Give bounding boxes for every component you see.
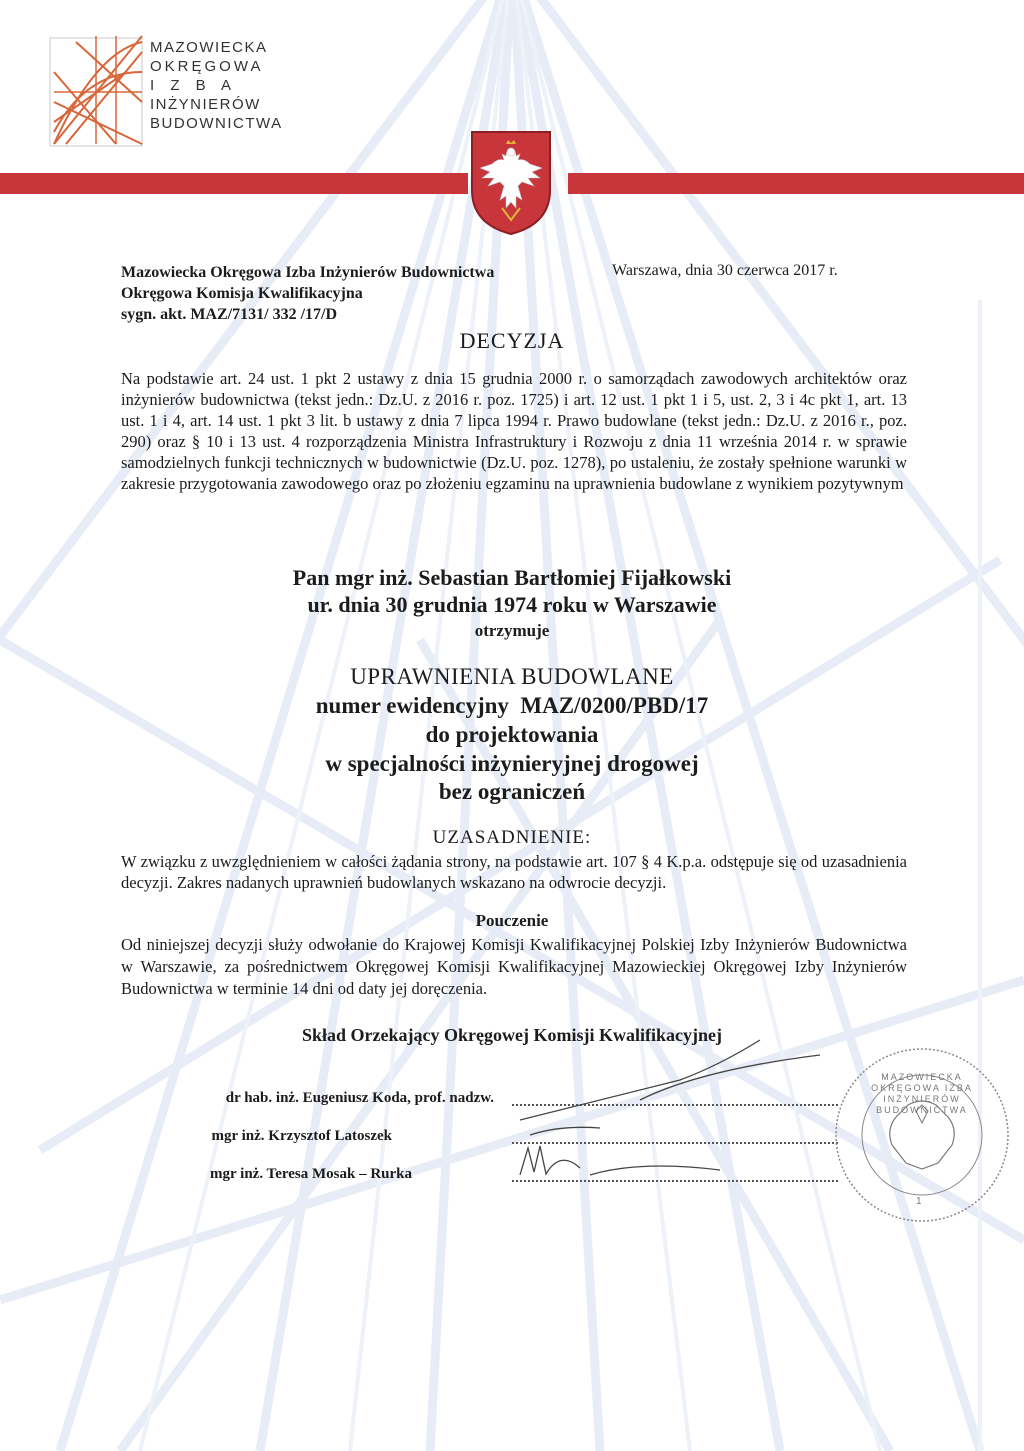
logo-line-1: MAZOWIECKA [150, 39, 268, 56]
license-scope-3: bez ograniczeń [438, 779, 586, 804]
signature-line-2 [512, 1141, 838, 1144]
logo-line-5: BUDOWNICTWA [150, 115, 283, 132]
signature-line-1 [512, 1103, 838, 1106]
logo-line-2: OKRĘGOWA [150, 58, 264, 75]
issuer-org-name: Mazowiecka Okręgowa Izba Inżynierów Budownictwa [121, 264, 495, 281]
instruction-text: Od niniejszej decyzji służy odwołanie do Krajowej Komisji Kwalifikacyjnej Polskiej Izby Inżynierów Budownictwa w Warszawie, za pośrednictwem Okręgowej Komisji Kwalifikacyjnej Mazowieckiej Okręgowej Izby Inżynierów Budownictwa w terminie 14 dni od daty jej doręczenia. [121, 935, 907, 998]
signatory-2: mgr inż. Krzysztof Latoszek [211, 1128, 392, 1144]
chamber-logo-text [150, 38, 283, 133]
license-scope-1: do projektowania [425, 722, 599, 747]
issuer-committee: Okręgowa Komisja Kwalifikacyjna [121, 285, 363, 302]
seal-number: 1 [916, 1196, 922, 1207]
recipient-name: Pan mgr inż. Sebastian Bartłomiej Fijałkowski [292, 565, 732, 590]
red-band-right [568, 173, 1024, 194]
justification-heading: UZASADNIENIE: [432, 827, 592, 848]
case-reference: sygn. akt. MAZ/7131/ 332 /17/D [121, 306, 338, 323]
date-place: Warszawa, dnia 30 czerwca 2017 r. [612, 262, 838, 279]
signatory-1: dr hab. inż. Eugeniusz Koda, prof. nadzw. [225, 1090, 494, 1106]
signature-line-3 [512, 1179, 838, 1182]
red-band-left [0, 173, 468, 194]
license-title: UPRAWNIENIA BUDOWLANE [350, 664, 674, 689]
justification-text: W związku z uwzględnieniem w całości żądania strony, na podstawie art. 107 § 4 K.p.a. odstępuje się od uzasadnienia decyzji. Zakres nadanych uprawnień budowlanych wskazano na odwrocie decyzji. [121, 852, 907, 892]
chamber-logo-graphic [46, 32, 156, 152]
logo-line-4: INŻYNIERÓW [150, 96, 261, 113]
issuer-block [121, 262, 494, 325]
signatory-3: mgr inż. Teresa Mosak – Rurka [210, 1166, 412, 1182]
recipient-birth: ur. dnia 30 grudnia 1974 roku w Warszawie [307, 592, 717, 617]
legal-basis-paragraph: Na podstawie art. 24 ust. 1 pkt 2 ustawy z dnia 15 grudnia 2000 r. o samorządach zawodowych architektów oraz inżynierów budownictwa (tekst jedn.: Dz.U. z 2016 r. poz. 1725) i art. 12 ust. 1 pkt 1 i 5, ust. 2, 3 i 4c pkt 1, art. 13 ust. 1 i 4, art. 14 ust. 1 pkt 3 lit. b ustawy z dnia 7 lipca 1994 r. Prawo budowlane (tekst jedn.: Dz.U. z 2016 r., poz. 290) oraz § 10 i 13 ust. 4 rozporządzenia Ministra Infrastruktury i Rozwoju z dnia 11 września 2014 r. w sprawie samodzielnych funkcji technicznych w budownictwie (Dz.U. poz. 1278), po ustaleniu, że zostały spełnione warunki w zakresie przygotowania zawodowego oraz po złożeniu egzaminu na uprawnienia budowlane z wynikiem pozytywnym [121, 369, 907, 493]
instruction-heading: Pouczenie [475, 911, 549, 930]
license-number: numer ewidencyjny MAZ/0200/PBD/17 [315, 693, 709, 718]
voivodeship-crest-icon [468, 128, 554, 236]
panel-heading: Skład Orzekający Okręgowej Komisji Kwalifikacyjnej [302, 1025, 722, 1045]
license-scope-2: w specjalności inżynieryjnej drogowej [325, 751, 699, 776]
logo-line-3: I Z B A [150, 77, 238, 94]
seal-ring-text: MAZOWIECKA OKRĘGOWA IZBA INŻYNIERÓW BUDOWNICTWA [871, 1072, 973, 1115]
receives-label: otrzymuje [474, 621, 550, 640]
document-title: DECYZJA [459, 328, 565, 353]
